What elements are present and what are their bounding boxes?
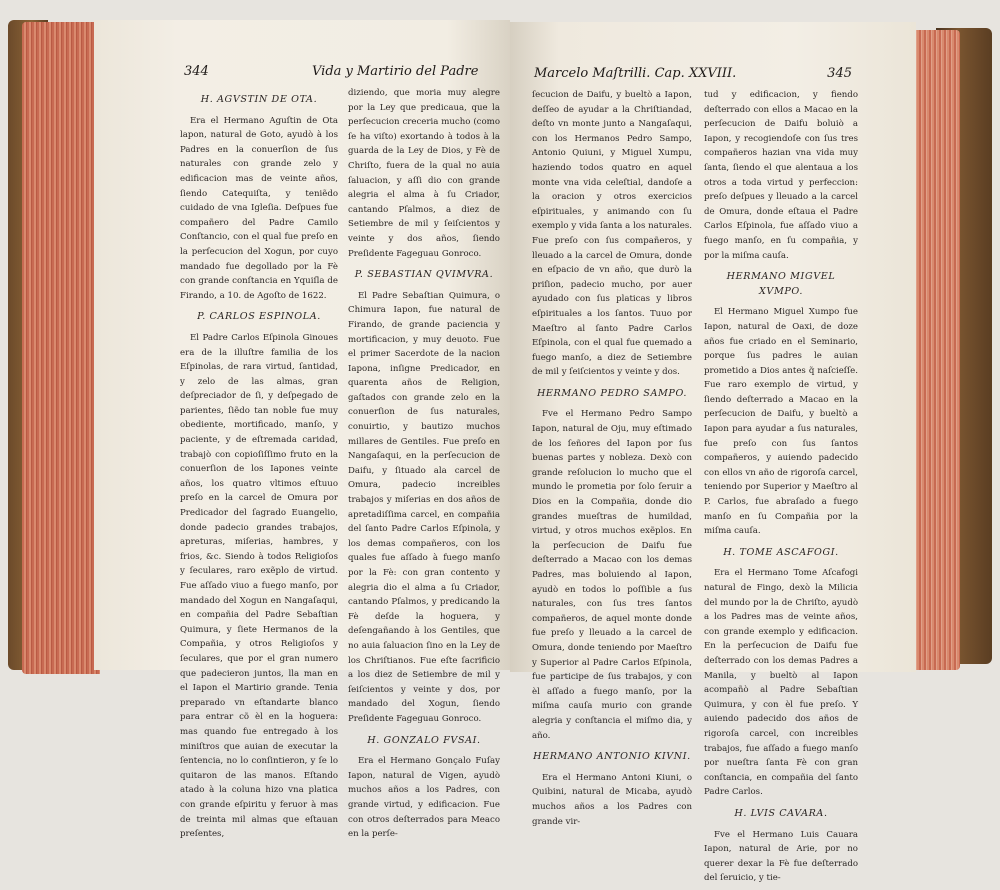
section-heading: P. SEBASTIAN QVIMVRA. <box>354 269 494 281</box>
open-book <box>8 8 992 884</box>
section-heading: P. CARLOS ESPINOLA. <box>197 311 321 323</box>
right-page <box>510 22 916 884</box>
section-heading: HERMANO MIGVEL XVMPO. <box>726 271 836 297</box>
paragraph: El Padre Sebaſtian Quimura, o Chimura Iapon, fue natural de Firando, de grande paciencia y mortificacion, y muy deuoto. Fue el primer Sacerdote de la nacion Iapona, inſigne Predicador, en quarenta años de Religion, gaſtados con grande zelo en la conuerſion de ſus naturales, conuirtio, y bautizo muchos millares de Gentiles. Fue preſo en Nangaſaqui, en la perſecucion de Daifu, y ſituado ala carcel de Omura, padecio increibles trabajos y miſerias en dos años de apretadiſſima carcel, en compañia del ſanto Padre Carlos Eſpinola, y los demas compañeros, con los quales fue aſſado à fuego manſo por la Fè: con gran contento y alegria dio el alma a ſu Criador, cantando Pſalmos, y predicando la Fè deſde la hoguera, y deſengañando à los Gentiles, que no auia ſaluacion ſino en la Ley de los Chriſtianos. Fue eſte ſacrificio a los diez de Setiembre de mil y ſeiſcientos y veinte y dos, por mandado del Xogun, ſiendo Preſidente Fageguau Gonroco. <box>348 290 500 724</box>
paragraph: Era el Hermano Antoni Kiuni, o Quibini, natural de Micaba, ayudò muchos años a los Padres con grande vir- <box>532 772 692 827</box>
paragraph: Fve el Hermano Luis Cauara Iapon, natural de Arie, por no querer dexar la Fè fue deſterrado del ſeruicio, y tie- <box>704 829 858 884</box>
paragraph: El Hermano Miguel Xumpo fue Iapon, natural de Oaxi, de doze años fue criado en el Seminario, porque ſus padres le auian prometido a Dios antes q̃ naſcieſſe. Fue raro exemplo de virtud, y ſiendo deſterrado a Macao en la perſecucion de Daifu, y bueltò a Iapon para ayudar a ſus naturales, fue preſo con ſus ſantos compañeros, y auiendo padecido con ellos vn año de rigoroſa carcel, teniendo por Superior y Maeſtro al P. Carlos, fue abraſado a fuego manſo en ſu Compañia por la miſma cauſa. <box>704 307 858 537</box>
paragraph: Era el Hermano Gonçalo Fuſay Iapon, natural de Vigen, ayudò muchos años a los Padres, con grande virtud, y edificacion. Fue con otros deſterrados para Meaco en la perſe- <box>348 756 500 840</box>
paragraph: Era el Hermano Aguſtin de Ota lapon, natural de Goto, ayudò à los Padres en la conuerſion de ſus naturales con grande zelo y edificacion mas de veinte años, ſiendo Catequiſta, y teniẽdo cuidado de vna Igleſia. Deſpues fue compañero del Padre Camilo Conſtancio, con el qual fue preſo en la perſecucion del Xogun, por cuyo mandado fue degollado por la Fè con grande conſtancia en Yquiſla de Firando, a 10. de Agoſto de 1622. <box>180 115 338 301</box>
paragraph: ſecucion de Daifu, y bueltò a Iapon, deſſeo de ayudar a la Chriſtiandad, deſto vn monte junto a Nangaſaqui, con los Hermanos Pedro Sampo, Antonio Quiuni, y Miguel Xumpu, haziendo todos quatro en aquel monte vna vida celeſtial, dandoſe a la oracion y otros exercicios eſpirituales, y animando con ſu exemplo y vida ſanta a los naturales. Fue preſo con ſus compañeros, y lleuado a la carcel de Omura, donde en eſpacio de vn año, que durò la priſion, padecio mucho, por auer ayudado con ſus platicas y libros eſpirituales a los ſantos. Tuuo por Maeſtro al ſanto Padre Carlos Eſpinola, con el qual fue quemado a fuego manſo, a diez de Setiembre de mil y ſeiſcientos y veinte y dos. <box>532 90 692 378</box>
section-heading: H. GONZALO FVSAI. <box>367 734 481 746</box>
running-title: Marcelo Maſtrilli. Cap. XXVIII. <box>534 66 737 81</box>
page-number: 345 <box>827 66 852 81</box>
section-heading: H. TOME ASCAFOGI. <box>723 546 839 558</box>
text-column-1 <box>180 86 338 846</box>
section-heading: H. LVIS CAVARA. <box>734 807 828 819</box>
right-page-block-edge <box>912 30 960 670</box>
left-page-block-edge <box>22 22 100 674</box>
text-column-2 <box>704 88 858 890</box>
text-column-2 <box>348 86 500 846</box>
left-page <box>94 20 510 840</box>
paragraph: Fve el Hermano Pedro Sampo Iapon, natural de Oju, muy eſtimado de los ſeñores del Iapon por ſus buenas partes y nobleza. Dexò con grande reſolucion lo mucho que el mundo le prometia por ſolo ſeruir a Dios en la Compañia, donde dio grandes mueſtras de humildad, virtud, y otros muchos exẽplos. En la perſecucion de Daifu fue deſterrado a Macao con los demas Padres, mas boluiendo al Iapon, ayudò en todos lo poſſible a ſus naturales, con ſus tres ſantos compañeros, de aquel monte donde fue preſo y lleuado a la carcel de Omura, donde teniendo por Maeſtro y Superior al Padre Carlos Eſpinola, fue participe de ſus trabajos, y con èl aſſado a fuego manſo, por la miſma cauſa murio con grande alegria y conſtancia el miſmo dia, y año. <box>532 409 692 741</box>
text-column-1 <box>532 88 692 833</box>
paragraph: tud y edificacion, y fiendo deſterrado con ellos a Macao en la perſecucion de Daifu boluiò a Iapon, y recogiendoſe con ſus tres compañeros hazian vna vida muy ſanta, ſiendo el que alentaua a los otros a toda virtud y perfeccion: preſo deſpues y lleuado a la carcel de Omura, donde eſtaua el Padre Carlos Eſpinola, fue aſſado viuo a fuego manſo, en ſu compañia, y por la miſma cauſa. <box>704 90 858 261</box>
section-heading: HERMANO PEDRO SAMPO. <box>536 387 688 399</box>
paragraph: El Padre Carlos Eſpinola Ginoues era de la illuſtre familia de los Eſpinolas, de rara virtud, ſantidad, y zelo de las almas, gran deſpreciador de ſi, y deſpegado de parientes, ſiẽdo tan noble fue muy obediente, mortificado, manſo, y paciente, y de eſtremada caridad, trabajò con copioſiſſimo fruto en la conuerſion de los Iapones veinte años, los quatro vltimos eſtuuo preſo en la carcel de Omura por Predicador del ſagrado Euangelio, donde padecio grandes trabajos, apreturas, miſerias, hambres, y frios, &c. Siendo à todos Religioſos y ſeculares, raro exẽplo de virtud. Fue aſſado viuo a fuego manſo, por mandado del Xogun en Nangaſaqui, en compañia del Padre Sebaſtian Quimura, y ſiete Hermanos de la Compañia, y otros Religioſos y ſeculares, que por el gran numero que padecieron juntos, lla man en el Iapon el Martirio grande. Tenia preparado vn eſtandarte blanco para entrar cõ èl en la hoguera: mas quando fue entregado à los miniſtros que auian de executar la ſentencia, no lo conſintieron, y ſe lo quitaron de las manos. Eſtando atado à la coluna hizo vna platica con grande eſpiritu y feruor à mas de treinta mil almas que eſtauan preſentes, <box>180 332 338 840</box>
paragraph: Era el Hermano Tome Aſcafogi natural de Fingo, dexò la Milicia del mundo por la de Chriſto, ayudò a los Padres mas de veinte años, con grande exemplo y edificacion. En la perſecucion de Daifu fue deſterrado con los demas Padres a Manila, y bueltò al Iapon acompañò al Padre Sebaſtian Quimura, y con èl fue preſo. Y auiendo padecido dos años de rigoroſa carcel, con increibles trabajos, fue aſſado a fuego manſo por nueſtra ſanta Fè con gran conſtancia, en compañia del ſanto Padre Carlos. <box>704 568 858 798</box>
page-number: 344 <box>184 64 209 79</box>
paragraph: diziendo, que moria muy alegre por la Ley que predicaua, que la perſecucion creceria mucho (como ſe ha viſto) exortando à todos à la guarda de la Ley de Dios, y Fè de Chriſto, fuera de la qual no auia ſaluacion, y aſſi dio con grande alegria el alma à ſu Criador, cantando Pſalmos, a diez de Setiembre de mil y ſeiſcientos y veinte y dos años, ſiendo Preſidente Fageguau Gonroco. <box>348 88 500 259</box>
section-heading: HERMANO ANTONIO KIVNI. <box>533 751 691 763</box>
section-heading: H. AGVSTIN DE OTA. <box>200 94 318 105</box>
running-title: Vida y Martirio del Padre <box>312 64 479 79</box>
